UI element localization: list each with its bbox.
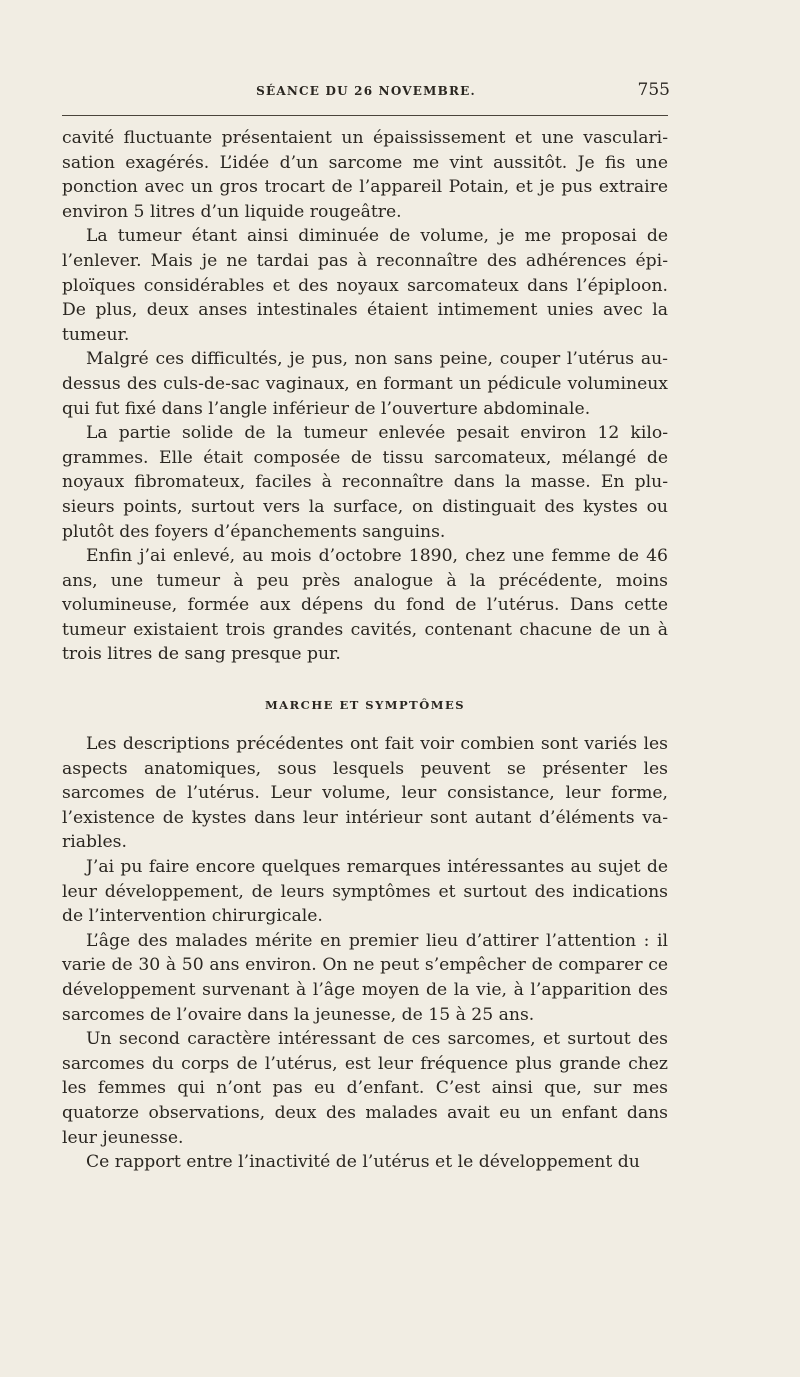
page-number: 755 [637,80,670,100]
body-text [62,126,668,1175]
paragraph: Les descriptions précédentes ont fait voir combien sont variés les aspects anatomiques, sous lesquels peuvent se présenter les sarcomes de l’utérus. Leur volume, leur consistance, leur forme, l’existence de kystes dans leur intérieur sont autant d’éléments variables. [62,734,668,853]
paragraph: La partie solide de la tumeur enlevée pesait environ 12 kilogrammes. Elle était composée de tissu sarcomateux, mélangé de noyaux fibromateux, faciles à reconnaître dans la masse. En plusieurs points, surtout vers la surface, on distinguait des kystes ou plutôt des foyers d’épanchements sanguins. [62,423,668,542]
paragraph: cavité fluctuante présentaient un épaississement et une vascularisation exagérés. L’idée d’un sarcome me vint aussitôt. Je fis une ponction avec un gros trocart de l’appareil Potain, et je pus extraire environ 5 litres d’un liquide rougeâtre. [62,128,668,222]
paragraph: La tumeur étant ainsi diminuée de volume, je me proposai de l’enlever. Mais je ne tardai pas à reconnaître des adhérences épiploïques considérables et des noyaux sarcomateux dans l’épiploon. De plus, deux anses intestinales étaient intimement unies avec la tumeur. [62,226,668,345]
paragraph: Malgré ces difficultés, je pus, non sans peine, couper l’utérus au-dessus des culs-de-sac vaginaux, en formant un pédicule volumineux qui fut fixé dans l’angle inférieur de l’ouverture abdominale. [62,349,668,419]
header-rule [62,115,668,116]
paragraph: J’ai pu faire encore quelques remarques intéressantes au sujet de leur développement, de leurs symptômes et surtout des indications de l’intervention chirurgicale. [62,857,668,927]
paragraph: L’âge des malades mérite en premier lieu d’attirer l’attention : il varie de 30 à 50 ans environ. On ne peut s’empêcher de comparer ce développement survenant à l’âge moyen de la vie, à l’apparition des sarcomes de l’ovaire dans la jeunesse, de 15 à 25 ans. [62,930,668,1025]
running-head [62,80,670,104]
paragraph: Enfin j’ai enlevé, au mois d’octobre 1890, chez une femme de 46 ans, une tumeur à peu près analogue à la précédente, moins volumineuse, formée aux dépens du fond de l’utérus. Dans cette tumeur existaient trois grandes cavités, contenant chacune de un à trois litres de sang presque pur. [62,546,668,665]
book-page [62,0,670,1377]
paragraph: Un second caractère intéressant de ces sarcomes, et surtout des sarcomes du corps de l’utérus, est leur fréquence plus grande chez les femmes qui n’ont pas eu d’enfant. C’est ainsi que, sur mes quatorze observations, deux des malades avait eu un enfant dans leur jeunesse. [62,1029,668,1148]
section-heading: MARCHE ET SYMPTÔMES [264,698,466,713]
running-title: SÉANCE DU 26 NOVEMBRE. [256,84,476,98]
paragraph: Ce rapport entre l’inactivité de l’utérus et le développement du [86,1152,640,1173]
